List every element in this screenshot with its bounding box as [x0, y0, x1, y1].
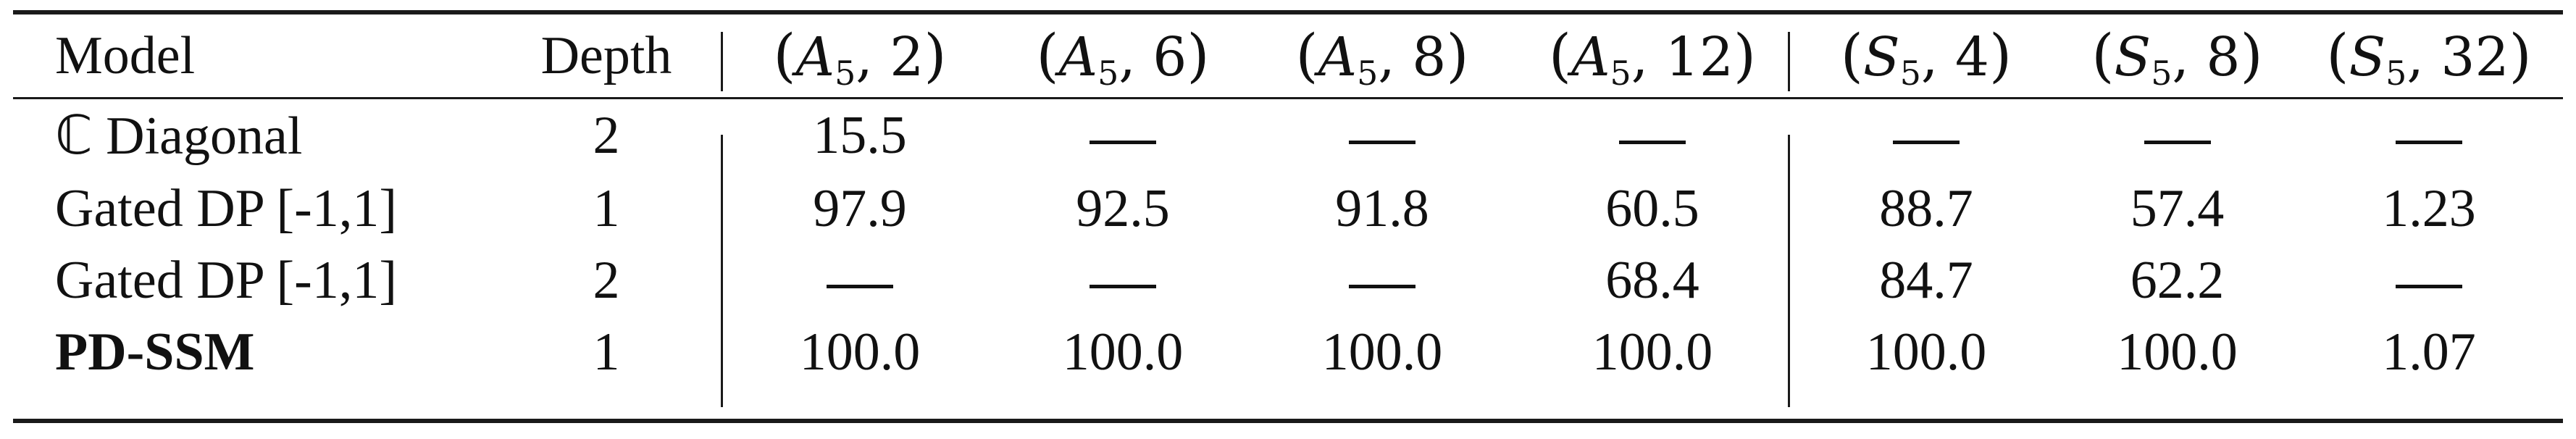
cell-dash	[1349, 141, 1415, 144]
header-task: ($S_5$, 4)	[1840, 22, 2012, 93]
bottom-rule	[13, 419, 2563, 423]
task-group: S	[2114, 26, 2151, 88]
cell-value: 84.7	[1879, 250, 1973, 310]
task-group: S	[1862, 26, 1900, 88]
cell-dash	[1090, 285, 1156, 288]
table-row	[13, 99, 2563, 172]
table-row	[13, 172, 2563, 244]
task-group: S	[2349, 26, 2386, 88]
cell-value: 91.8	[1335, 178, 1429, 238]
cell-value: 97.9	[813, 178, 907, 238]
cell-dash	[1619, 141, 1686, 144]
task-group: A	[1571, 26, 1610, 88]
cell-value: 92.5	[1076, 178, 1170, 238]
cell-value	[993, 244, 1253, 316]
row-model-name: Diagonal	[106, 106, 303, 166]
task-subscript: 5	[1097, 53, 1119, 93]
task-subscript: 5	[1899, 53, 1921, 93]
results-table	[13, 14, 2563, 388]
task-subscript: 5	[1610, 53, 1631, 93]
cell-value	[1512, 99, 1793, 172]
cell-dash	[1090, 141, 1156, 144]
cell-value: 100.0	[799, 322, 921, 382]
header-task: ($A_5$, 2)	[773, 22, 947, 93]
cell-value: 100.0	[1592, 322, 1713, 382]
cell-dash	[1349, 285, 1415, 288]
task-group: A	[1318, 26, 1358, 88]
row-depth: 2	[593, 250, 620, 310]
cell-dash	[1893, 141, 1960, 144]
cell-value: 88.7	[1879, 178, 1973, 238]
cell-value	[1253, 99, 1512, 172]
row-model: Gated DP [-1,1]	[55, 250, 397, 310]
task-length: 6	[1153, 26, 1187, 88]
cell-value: 100.0	[1321, 322, 1443, 382]
cell-value: 1.07	[2382, 322, 2476, 382]
cell-dash	[2144, 141, 2211, 144]
task-subscript: 5	[2151, 53, 2173, 93]
cell-value: 62.2	[2130, 250, 2225, 310]
row-model	[13, 99, 486, 172]
cell-value: 68.4	[1605, 250, 1699, 310]
task-subscript: 5	[835, 53, 856, 93]
row-model: Gated DP [-1,1]	[55, 178, 397, 238]
header-task: ($S_5$, 32)	[2326, 22, 2532, 93]
header-task: ($A_5$, 12)	[1548, 22, 1757, 93]
cell-value: 100.0	[1062, 322, 1184, 382]
row-depth: 1	[593, 178, 620, 238]
cell-value	[993, 99, 1253, 172]
row-depth: 1	[593, 322, 620, 382]
header-task: ($A_5$, 6)	[1036, 22, 1210, 93]
cell-value	[2295, 99, 2563, 172]
cell-value: 60.5	[1605, 178, 1699, 238]
cell-value	[2295, 244, 2563, 316]
task-subscript: 5	[1357, 53, 1379, 93]
cell-value: 57.4	[2130, 178, 2225, 238]
task-group: A	[795, 26, 835, 88]
cell-dash	[2396, 285, 2462, 288]
task-length: 8	[1412, 26, 1447, 88]
cell-value: 1.23	[2382, 178, 2476, 238]
cell-value	[2059, 99, 2295, 172]
header-task: ($A_5$, 8)	[1295, 22, 1469, 93]
header-task: ($S_5$, 8)	[2091, 22, 2263, 93]
task-subscript: 5	[2385, 53, 2407, 93]
task-length: 4	[1954, 26, 1990, 88]
header-row	[13, 14, 2563, 97]
header-model: Model	[55, 26, 196, 85]
cell-dash	[2396, 141, 2462, 144]
row-depth: 2	[593, 106, 620, 165]
cell-value: 100.0	[2117, 322, 2238, 382]
table-row	[13, 316, 2563, 388]
task-length: 32	[2441, 26, 2509, 88]
cell-value	[1253, 244, 1512, 316]
task-length: 2	[890, 26, 924, 88]
cell-dash	[827, 285, 893, 288]
task-length: 8	[2206, 26, 2241, 88]
task-group: A	[1058, 26, 1098, 88]
header-depth: Depth	[540, 26, 672, 85]
task-length: 12	[1665, 26, 1734, 88]
row-model: PD-SSM	[55, 322, 255, 382]
complex-field-symbol: ℂ	[55, 104, 93, 167]
cell-value	[1793, 99, 2059, 172]
cell-value: 100.0	[1865, 322, 1987, 382]
cell-value	[727, 244, 993, 316]
table-row	[13, 244, 2563, 316]
cell-value: 15.5	[813, 106, 907, 165]
